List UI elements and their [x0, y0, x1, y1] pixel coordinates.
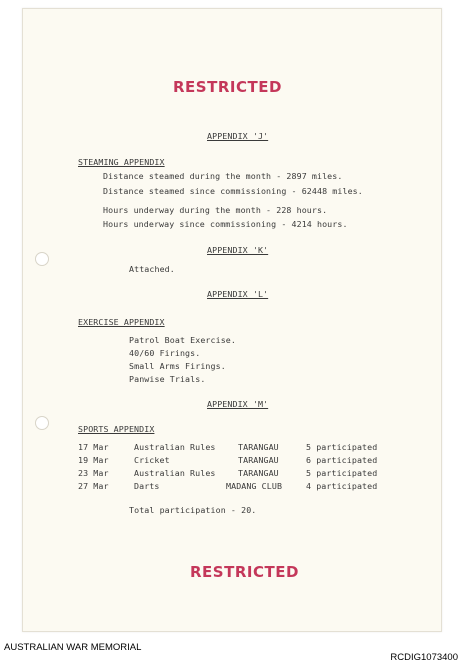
- sports-sport: Darts: [134, 481, 160, 491]
- steaming-line: Hours underway during the month - 228 hours.: [103, 205, 328, 215]
- sports-date: 27 Mar: [78, 481, 109, 491]
- sports-sport: Australian Rules: [134, 468, 216, 478]
- sports-count: 5 participated: [306, 468, 378, 478]
- exercise-line: Small Arms Firings.: [129, 361, 226, 371]
- sports-count: 6 participated: [306, 455, 378, 465]
- sports-heading: SPORTS APPENDIX: [78, 424, 155, 434]
- exercise-heading: EXERCISE APPENDIX: [78, 317, 165, 327]
- punch-hole-top: [35, 252, 49, 266]
- steaming-heading: STEAMING APPENDIX: [78, 157, 165, 167]
- steaming-line: Hours underway since commissioning - 4214 hours.: [103, 219, 348, 229]
- sports-venue: MADANG CLUB: [226, 481, 283, 491]
- sports-date: 23 Mar: [78, 468, 109, 478]
- punch-hole-bottom: [35, 416, 49, 430]
- footer-record-id: RCDIG1073400: [390, 652, 458, 663]
- appendix-m-heading: APPENDIX 'M': [207, 399, 269, 409]
- sports-sport: Australian Rules: [134, 442, 216, 452]
- exercise-line: 40/60 Firings.: [129, 348, 201, 358]
- sports-venue: TARANGAU: [238, 455, 279, 465]
- restricted-stamp-bottom: RESTRICTED: [190, 563, 299, 581]
- restricted-stamp-top: RESTRICTED: [173, 78, 282, 96]
- steaming-line: Distance steamed during the month - 2897 miles.: [103, 171, 343, 181]
- sports-date: 17 Mar: [78, 442, 109, 452]
- exercise-line: Panwise Trials.: [129, 374, 206, 384]
- exercise-line: Patrol Boat Exercise.: [129, 335, 236, 345]
- appendix-k-heading: APPENDIX 'K': [207, 245, 269, 255]
- sports-count: 5 participated: [306, 442, 378, 452]
- appendix-l-heading: APPENDIX 'L': [207, 289, 269, 299]
- sports-venue: TARANGAU: [238, 468, 279, 478]
- appendix-j-heading: APPENDIX 'J': [207, 131, 269, 141]
- sports-count: 4 participated: [306, 481, 378, 491]
- attached-text: Attached.: [129, 264, 175, 274]
- total-participation: Total participation - 20.: [129, 505, 257, 515]
- steaming-line: Distance steamed since commissioning - 62448 miles.: [103, 186, 363, 196]
- sports-sport: Cricket: [134, 455, 170, 465]
- sports-date: 19 Mar: [78, 455, 109, 465]
- sports-venue: TARANGAU: [238, 442, 279, 452]
- footer-source: AUSTRALIAN WAR MEMORIAL: [4, 642, 142, 653]
